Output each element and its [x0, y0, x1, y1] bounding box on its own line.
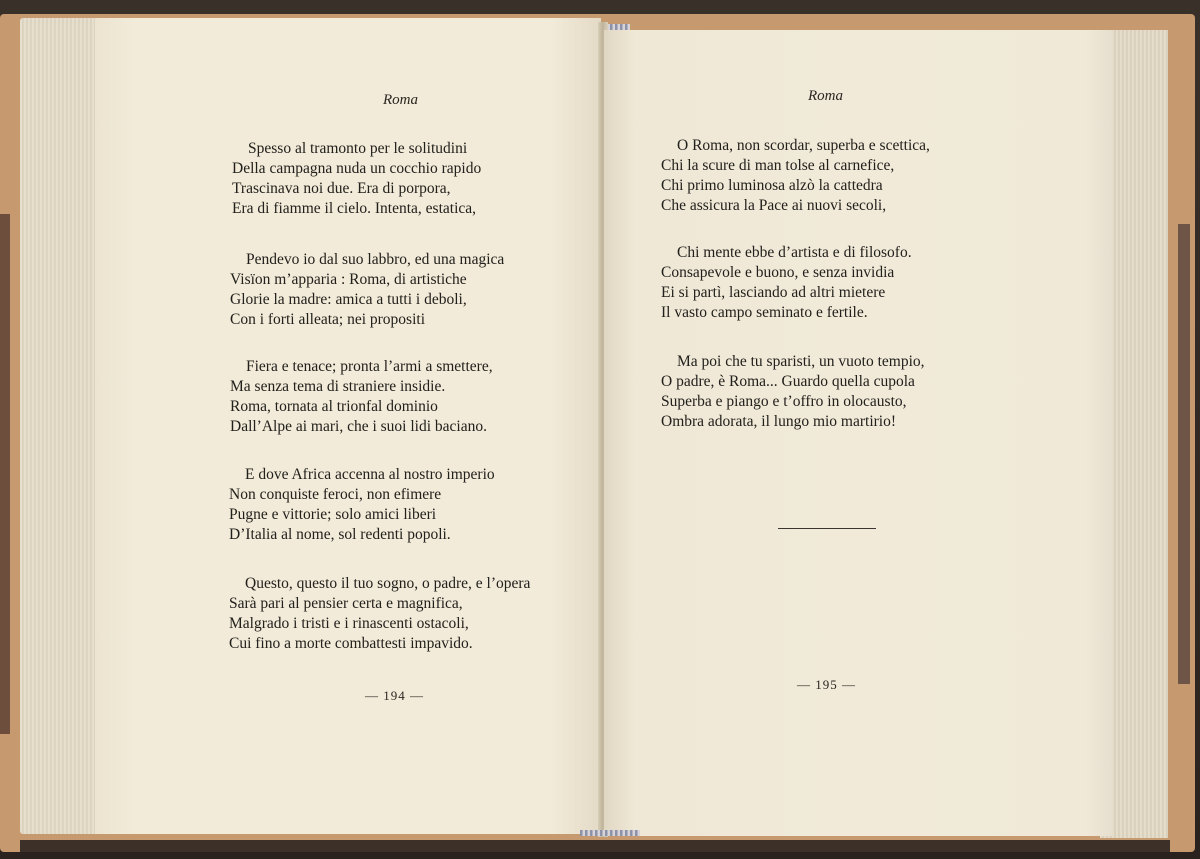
- verse-line: D’Italia al nome, sol redenti popoli.: [229, 526, 451, 543]
- left-page: [95, 18, 601, 834]
- verse-line: O Roma, non scordar, superba e scettica,: [677, 137, 930, 154]
- cover-right-edge: [1178, 224, 1190, 684]
- verse-line: Dall’Alpe ai mari, che i suoi lidi baciano.: [230, 418, 487, 435]
- verse-line: Era di fiamme il cielo. Intenta, estatica,: [232, 200, 477, 217]
- tailband: [580, 830, 640, 836]
- left-running-title: Roma: [383, 92, 418, 108]
- verse-line: Ei si partì, lasciando ad altri mietere: [661, 284, 886, 301]
- verse-line: Visïon m’appariа : Roma, di artistiche: [230, 271, 467, 288]
- left-stanza-4: [229, 465, 495, 545]
- right-page: [604, 30, 1112, 836]
- right-page-number: — 195 —: [797, 677, 856, 692]
- right-running-title: Roma: [808, 88, 843, 104]
- verse-line: Spesso al tramonto per le solitudini: [248, 140, 468, 157]
- verse-line: Superba e piango e t’offro in olocausto,: [661, 393, 907, 410]
- right-stanza-3: [661, 352, 925, 432]
- verse-line: Della campagna nuda un cocchio rapido: [232, 160, 482, 177]
- left-stanza-3: [230, 357, 493, 437]
- verse-line: Questo, questo il tuo sogno, o padre, e l’opera: [245, 575, 531, 592]
- closing-rule: [778, 528, 876, 529]
- cover-left-edge: [0, 214, 10, 734]
- verse-line: Roma, tornata al trionfal dominio: [230, 398, 438, 415]
- verse-line: Trascinava noi due. Era di porpora,: [232, 180, 451, 197]
- verse-line: Con i forti alleata; nei propositi: [230, 311, 425, 328]
- left-stanza-1: [232, 139, 481, 219]
- verse-line: Consapevole e buono, e senza invidia: [661, 264, 895, 281]
- verse-line: Malgrado i tristi e i rinascenti ostacoli,: [229, 615, 469, 632]
- right-stanza-1: [661, 136, 930, 216]
- verse-line: Ombra adorata, il lungo mio martirio!: [661, 413, 897, 430]
- verse-line: Ma poi che tu sparisti, un vuoto tempio,: [677, 353, 925, 370]
- right-stanza-2: [661, 243, 912, 323]
- verse-line: Cui fino a morte combattesti impavido.: [229, 635, 473, 652]
- verse-line: Il vasto campo seminato e fertile.: [661, 304, 868, 321]
- verse-line: O padre, è Roma... Guardo quella cupola: [661, 373, 915, 390]
- verse-line: Chi la scure di man tolse al carnefice,: [661, 157, 895, 174]
- verse-line: Fiera e tenace; pronta l’armi a smettere,: [246, 358, 493, 375]
- left-page-number: — 194 —: [365, 688, 424, 703]
- left-stanza-2: [230, 250, 504, 330]
- cover-bottom-edge: [20, 840, 1170, 852]
- verse-line: Che assicura la Pace ai nuovi secoli,: [661, 197, 887, 214]
- verse-line: Ma senza tema di straniere insidie.: [230, 378, 446, 395]
- verse-line: Pugne e vittorie; solo amici liberi: [229, 506, 437, 523]
- verse-line: Pendevo io dal suo labbro, ed una magica: [246, 251, 505, 268]
- verse-line: Glorie la madre: amica a tutti i deboli,: [230, 291, 467, 308]
- verse-line: Chi primo luminosa alzò la cattedra: [661, 177, 883, 194]
- left-stanza-5: [229, 574, 530, 654]
- verse-line: Sarà pari al pensier certa e magnifica,: [229, 595, 463, 612]
- verse-line: Chi mente ebbe d’artista e di filosofo.: [677, 244, 912, 261]
- verse-line: E dove Africa accenna al nostro imperio: [245, 466, 495, 483]
- verse-line: Non conquiste feroci, non efimere: [229, 486, 442, 503]
